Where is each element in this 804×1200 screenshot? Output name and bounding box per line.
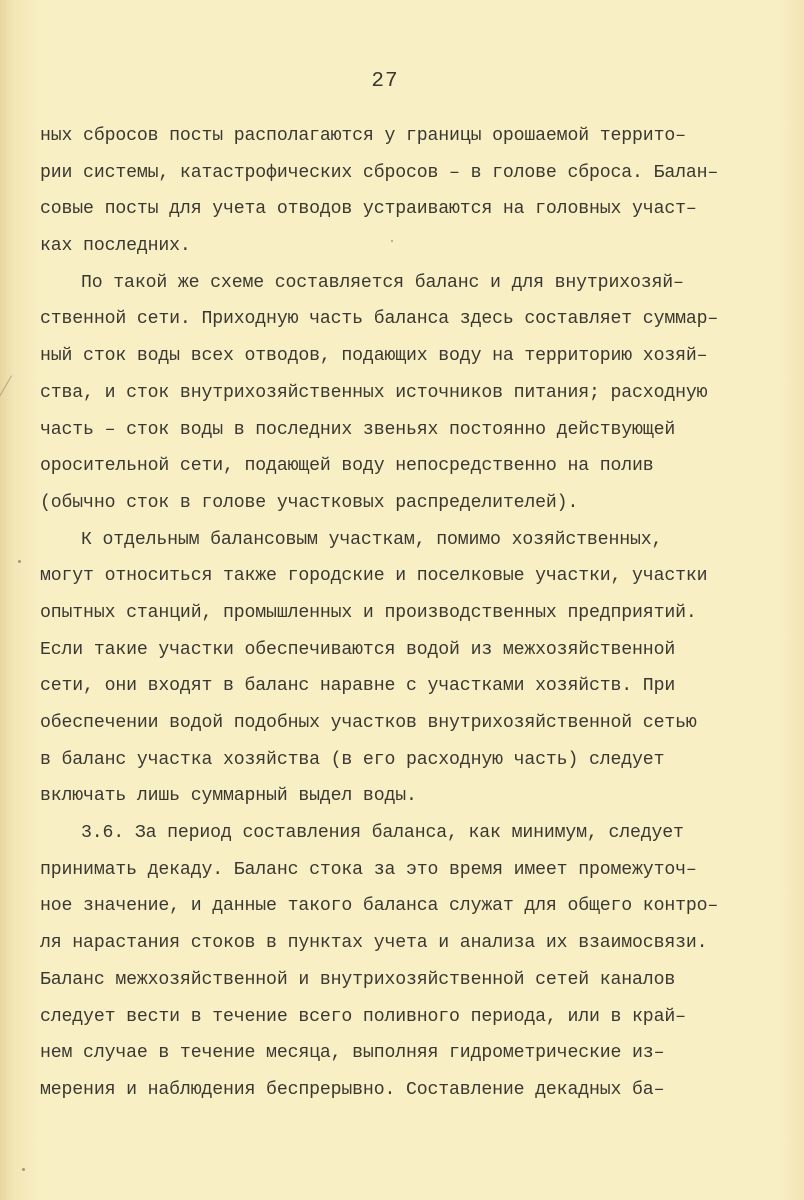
text-line: могут относиться также городские и поселковые участки, участки	[40, 566, 708, 587]
paper-speck	[18, 560, 21, 563]
section-3-6-first-line: 3.6. За период составления баланса, как минимум, следует	[81, 823, 684, 844]
text-line: мерения и наблюдения беспрерывно. Составление декадных ба–	[40, 1079, 665, 1100]
text-line: обеспечении водой подобных участков внутрихозяйственной сетью	[40, 713, 697, 733]
paragraph-first-line: По такой же схеме составляется баланс и для внутрихозяй–	[81, 272, 684, 293]
text-line: ственной сети. Приходную часть баланса здесь составляет суммар–	[40, 309, 719, 330]
text-line: часть – сток воды в последних звеньях постоянно действующей	[40, 419, 676, 440]
text-line: нем случае в течение месяца, выполняя гидрометрические из–	[40, 1043, 665, 1064]
text-line: Если такие участки обеспечиваются водой из межхозяйственной	[40, 639, 676, 660]
text-line: принимать декаду. Баланс стока за это время имеет промежуточ–	[40, 859, 697, 880]
text-line: следует вести в течение всего поливного периода, или в край–	[40, 1006, 686, 1027]
text-line: ля нарастания стоков в пунктах учета и анализа их взаимосвязи.	[40, 933, 708, 954]
text-line: совые посты для учета отводов устраиваются на головных участ–	[40, 199, 697, 220]
text-line: сети, они входят в баланс наравне с участками хозяйств. При	[40, 676, 676, 697]
margin-pencil-mark	[0, 375, 26, 404]
page-number: 27	[371, 70, 399, 93]
text-line: (обычно сток в голове участковых распределителей).	[40, 492, 579, 513]
body-text	[40, 118, 800, 1109]
text-line: Баланс межхозяйственной и внутрихозяйственной сетей каналов	[40, 969, 676, 990]
paragraph-first-line: К отдельным балансовым участкам, помимо хозяйственных,	[81, 529, 663, 550]
text-line: оросительной сети, подающей воду непосредственно на полив	[40, 456, 654, 477]
text-line: включать лишь суммарный выдел воды.	[40, 786, 417, 807]
paper-speck	[22, 1168, 25, 1171]
text-line: ках последних.	[40, 236, 191, 257]
text-line: ный сток воды всех отводов, подающих воду на территорию хозяй–	[40, 346, 708, 367]
text-line: рии системы, катастрофических сбросов – в голове сброса. Балан–	[40, 162, 719, 183]
text-line: в баланс участка хозяйства (в его расходную часть) следует	[40, 749, 665, 770]
text-line: ное значение, и данные такого баланса служат для общего контро–	[40, 896, 719, 917]
text-line: ных сбросов посты располагаются у границы орошаемой террито–	[40, 126, 686, 146]
text-line: опытных станций, промышленных и производственных предприятий.	[40, 602, 697, 623]
text-line: ства, и сток внутрихозяйственных источников питания; расходную	[40, 382, 708, 403]
